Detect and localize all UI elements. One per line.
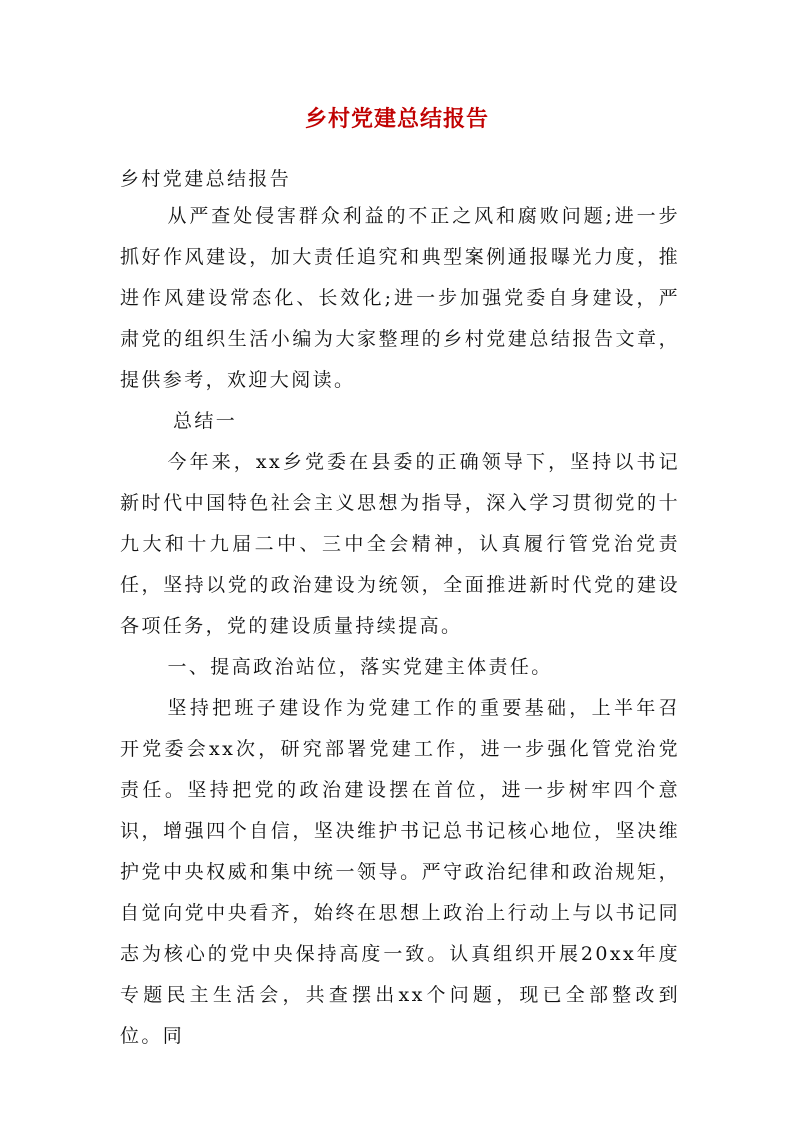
document-title: 乡村党建总结报告 xyxy=(304,106,489,132)
document-subtitle: 乡村党建总结报告 xyxy=(120,168,292,190)
body-paragraph: 今年来，xx乡党委在县委的正确领导下，坚持以书记新时代中国特色社会主义思想为指导，深入学习贯彻党的十九大和十九届二中、三中全会精神，认真履行管党治党责任，坚持以党的政治建设为统领，全面推进新时代党的建设各项任务，党的建设质量持续提高。 xyxy=(120,451,680,637)
body-paragraph: 坚持把班子建设作为党建工作的重要基础，上半年召开党委会xx次，研究部署党建工作，进一步强化管党治党责任。坚持把党的政治建设摆在首位，进一步树牢四个意识，增强四个自信，坚决维护书记总书记核心地位，坚决维护党中央权威和集中统一领导。严守政治纪律和政治规矩，自觉向党中央看齐，始终在思想上政治上行动上与以书记同志为核心的党中央保持高度一致。认真组织开展20xx年度专题民主生活会，共查摆出xx个问题，现已全部整改到位。同 xyxy=(120,697,680,1047)
section-heading-one: 一、提高政治站位，落实党建主体责任。 xyxy=(167,656,553,678)
section-heading-summary-one: 总结一 xyxy=(173,410,238,432)
intro-paragraph: 从严查处侵害群众利益的不正之风和腐败问题;进一步抓好作风建设，加大责任追究和典型案例通报曝光力度，推进作风建设常态化、长效化;进一步加强党委自身建设，严肃党的组织生活小编为大家整理的乡村党建总结报告文章，提供参考，欢迎大阅读。 xyxy=(120,205,680,391)
document-body xyxy=(120,163,680,1057)
